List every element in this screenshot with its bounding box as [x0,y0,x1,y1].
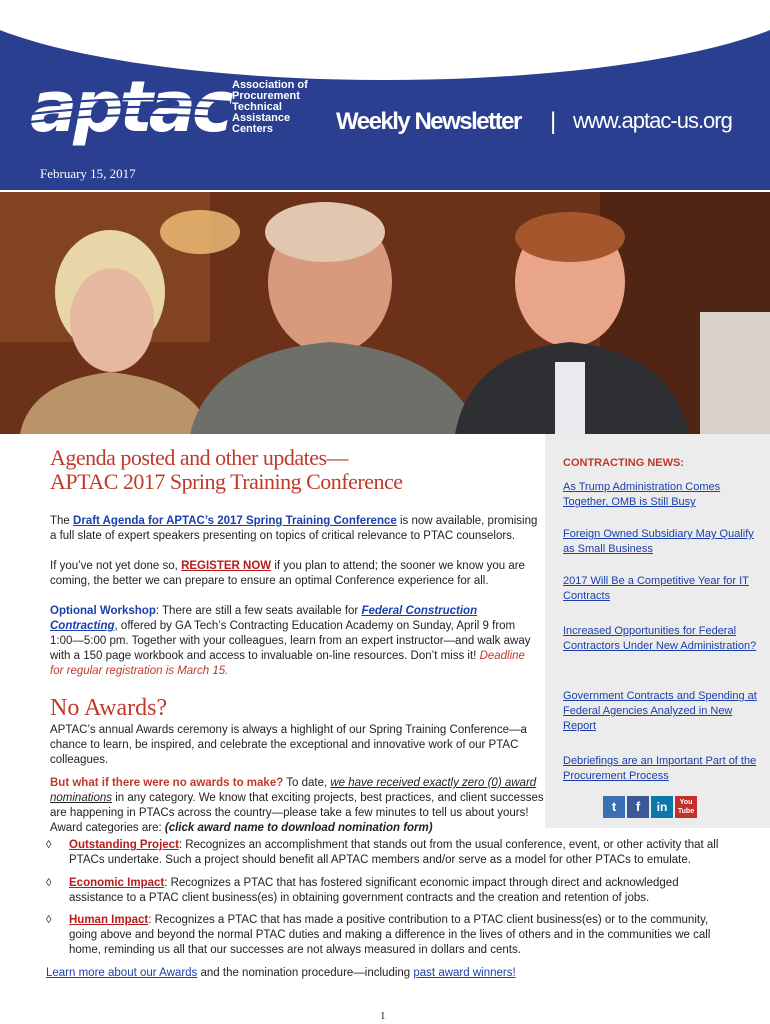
outstanding-project-link[interactable]: Outstanding Project [69,839,179,851]
main-column [50,445,544,836]
draft-agenda-link[interactable]: Draft Agenda for APTAC’s 2017 Spring Training Conference [73,515,397,527]
aptac-logo: aptac [30,66,230,148]
article-title-awards: No Awards? [50,695,168,721]
news-link[interactable]: Government Contracts and Spending at Federal Agencies Analyzed in New Report [563,690,757,732]
human-impact-link[interactable]: Human Impact [69,914,149,926]
workshop-label: Optional Workshop [50,605,156,617]
registration-deadline: Deadline for regular registration is March 15. [50,650,525,677]
learn-more-awards-link[interactable]: Learn more about our Awards [46,967,198,979]
economic-impact-link[interactable]: Economic Impact [69,877,165,889]
contracting-news-sidebar [545,434,770,828]
page-number: 1 [380,1010,386,1022]
agenda-paragraph: The Draft Agenda for APTAC’s 2017 Spring Training Conference is now available, promising a full slate of expert speakers presenting on topics of critical relevance to PTAC counselors. [50,515,538,542]
logo-stripes [30,92,230,132]
diamond-bullet-icon: ◊ [46,877,52,889]
register-paragraph: If you’ve not yet done so, REGISTER NOW if you plan to attend; the sooner we know you are coming, the better we can prepare to ensure an optimal Conference experience for all. [50,560,525,587]
conference-photo [0,192,770,434]
sidebar-heading: CONTRACTING NEWS: [563,457,684,469]
article-title-conference: Agenda posted and other updates— APTAC 2017 Spring Training Conference [50,445,403,494]
news-link[interactable]: 2017 Will Be a Competitive Year for IT Contracts [563,575,749,602]
awards-call-paragraph: But what if there were no awards to make? To date, we have received exactly zero (0) award nominations in any category. We know that exciting projects, best practices, and client successes are happening in PTACs across the country—please take a few minutes to tell us about yours! Award categories are: (click award name to download nomination form) [50,777,544,834]
title-separator: | [550,108,557,135]
news-link[interactable]: Increased Opportunities for Federal Contractors Under New Administration? [563,625,757,652]
register-now-link[interactable]: REGISTER NOW [181,560,272,572]
no-awards-question: But what if there were no awards to make? [50,777,284,789]
newsletter-header [0,0,770,190]
construction-contracting-link[interactable]: Federal Construction Contracting [50,605,478,632]
issue-date: February 15, 2017 [40,166,136,181]
photo-illustration [0,192,770,434]
diamond-bullet-icon: ◊ [46,839,52,851]
website-url[interactable]: www.aptac-us.org [573,108,732,133]
workshop-paragraph: Optional Workshop: There are still a few seats available for Federal Construction Contracting, offered by GA Tech’s Contracting Education Academy on Sunday, April 9 from 1:00—5:00 pm. Together with your colleagues, learn from an expert instructor—and walk away with a 150 page workbook and access to invaluable on-line resources. Don’t miss it! Deadline for regular registration is March 15. [50,605,531,677]
news-link[interactable]: Debriefings are an Important Part of the Procurement Process [563,755,757,782]
zero-nominations-note: we have received exactly zero (0) award nominations [50,777,537,804]
linkedin-icon[interactable]: in [651,796,673,818]
news-link[interactable]: Foreign Owned Subsidiary May Qualify as Small Business [563,528,754,555]
association-name: Association of Procurement Technical Assistance Centers [232,79,308,135]
youtube-icon[interactable]: You Tube [675,796,697,818]
diamond-bullet-icon: ◊ [46,914,52,926]
awards-intro-paragraph: APTAC’s annual Awards ceremony is always a highlight of our Spring Training Conference—a chance to learn, be inspired, and celebrate the exceptional and innovative work of our PTAC colleagues. [50,724,527,766]
awards-footer: Learn more about our Awards and the nomination procedure—including past award winners! [46,967,516,979]
twitter-icon[interactable]: t [603,796,625,818]
newsletter-title: Weekly Newsletter [336,108,521,135]
past-winners-link[interactable]: past award winners! [413,967,516,979]
facebook-icon[interactable]: f [627,796,649,818]
news-link[interactable]: As Trump Administration Comes Together, OMB is Still Busy [563,481,721,508]
